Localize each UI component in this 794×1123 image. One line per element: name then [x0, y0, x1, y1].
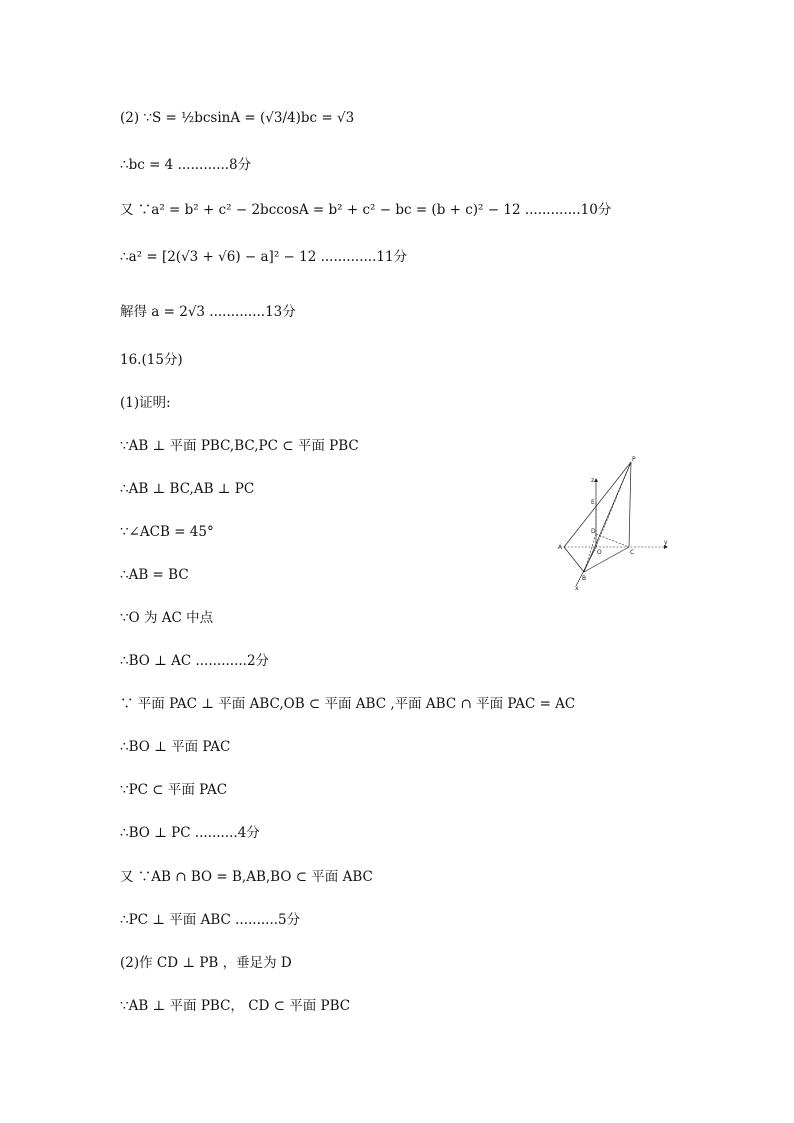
solution-line-5: 解得 a = 2√3 .............13分 — [120, 304, 296, 320]
proof-line-4: ∴AB = BC — [120, 567, 189, 583]
label-D: D — [591, 528, 596, 535]
proof-line-10: ∴BO ⊥ PC ..........4分 — [120, 825, 260, 841]
solution-line-2: ∴bc = 4 ............8分 — [120, 157, 252, 173]
label-B: B — [582, 575, 587, 582]
line-DC — [596, 534, 629, 547]
part2-line-1: (2)作 CD ⊥ PB ，垂足为 D — [120, 955, 292, 971]
geometry-figure — [548, 452, 676, 592]
proof-line-12: ∴PC ⊥ 平面 ABC ..........5分 — [120, 912, 301, 928]
proof-line-2: ∴AB ⊥ BC,AB ⊥ PC — [120, 481, 255, 497]
z-arrow-icon — [594, 478, 598, 482]
proof-line-5: ∵O 为 AC 中点 — [120, 610, 214, 626]
label-E: E — [591, 499, 595, 506]
part2-line-2: ∵AB ⊥ 平面 PBC， CD ⊂ 平面 PBC — [120, 998, 351, 1014]
edge-PA — [564, 462, 631, 547]
proof-line-11: 又 ∵AB ∩ BO = B,AB,BO ⊂ 平面 ABC — [120, 869, 373, 885]
proof-line-9: ∵PC ⊂ 平面 PAC — [120, 782, 228, 798]
problem-heading: 16.(15分) — [120, 352, 183, 368]
proof-line-3: ∵∠ACB = 45° — [120, 524, 214, 540]
label-O: O — [597, 549, 602, 556]
proof-heading: (1)证明: — [120, 395, 171, 411]
label-y: y — [664, 539, 668, 546]
label-C: C — [630, 549, 635, 556]
proof-line-7: ∵ 平面 PAC ⊥ 平面 ABC,OB ⊂ 平面 ABC ,平面 ABC ∩ 平面 PAC = AC — [120, 696, 576, 712]
proof-line-1: ∵AB ⊥ 平面 PBC,BC,PC ⊂ 平面 PBC — [120, 438, 359, 454]
solution-line-4: ∴a² = [2(√3 + √6) − a]² − 12 .............11分 — [120, 249, 408, 265]
line-PO — [596, 462, 631, 547]
label-z: z — [591, 477, 595, 484]
proof-line-8: ∴BO ⊥ 平面 PAC — [120, 739, 231, 755]
label-P: P — [632, 456, 636, 463]
proof-line-6: ∴BO ⊥ AC ............2分 — [120, 653, 270, 669]
solution-line-3: 又 ∵a² = b² + c² − 2bccosA = b² + c² − bc = (b + c)² − 12 .............10分 — [120, 202, 612, 218]
label-x: x — [575, 585, 579, 592]
edge-PC — [629, 462, 631, 547]
solution-line-1: (2) ∵S = ½bcsinA = (√3/4)bc = √3 — [120, 110, 355, 126]
label-A: A — [558, 544, 563, 551]
edge-AB — [564, 547, 584, 572]
